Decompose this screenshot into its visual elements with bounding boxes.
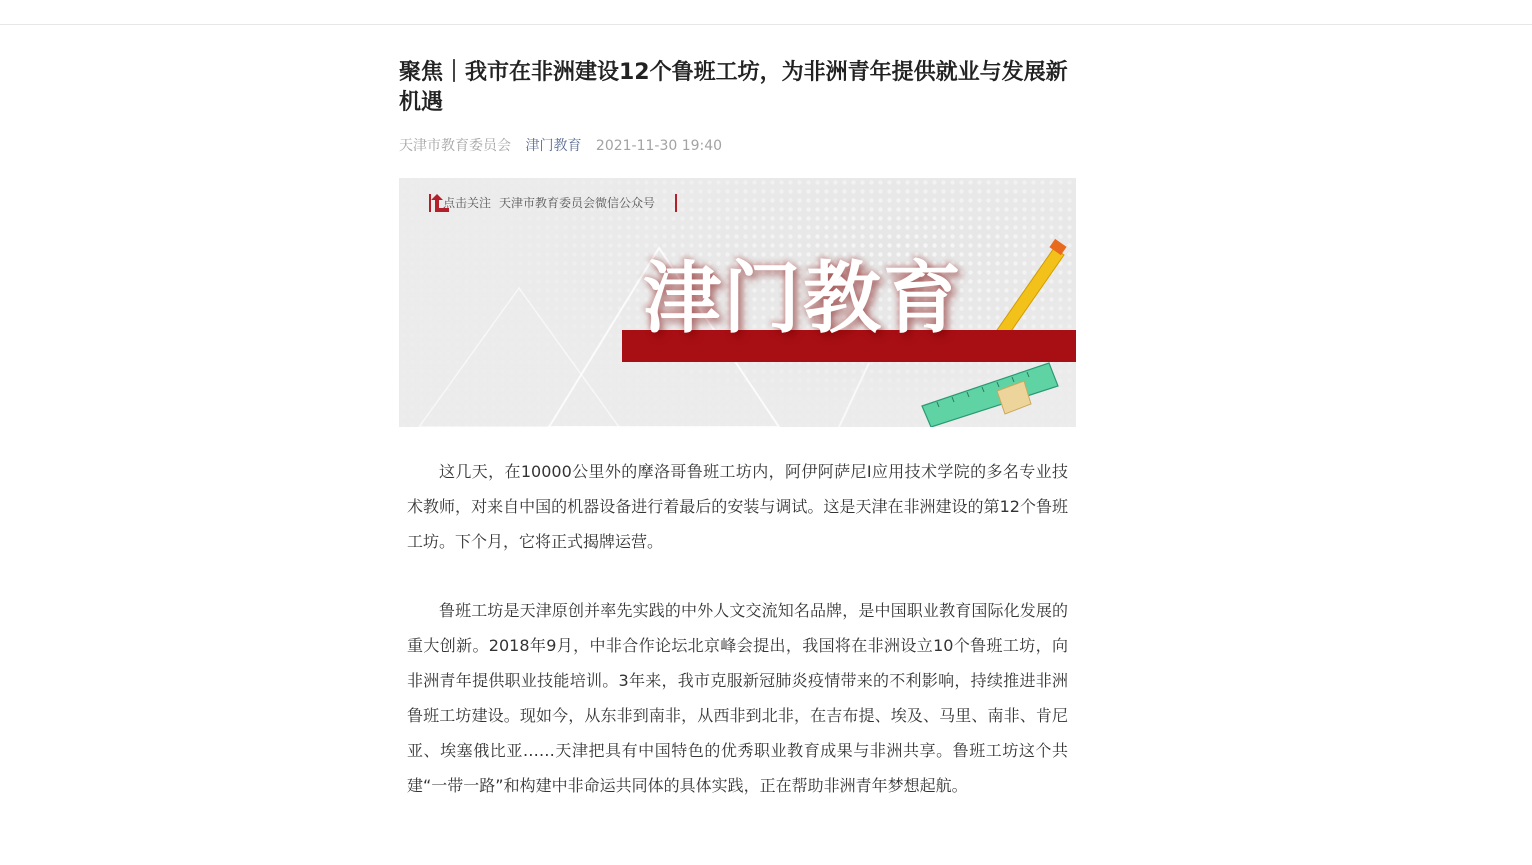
article [399,58,1076,837]
publish-time: 2021-11-30 19:40 [595,138,723,154]
paragraph: 这几天，在10000公里外的摩洛哥鲁班工坊内，阿伊阿萨尼I应用技术学院的多名专业技术教师，对来自中国的机器设备进行着最后的安装与调试。这是天津在非洲建设的第12个鲁班工坊。下个月，它将正式揭牌运营。 [407,462,1068,551]
article-meta [399,136,1076,156]
author-name: 天津市教育委员会 [399,138,511,154]
up-arrow-icon [429,192,451,214]
follow-prompt[interactable] [429,192,677,214]
article-title: 聚焦｜我市在非洲建设12个鲁班工坊，为非洲青年提供就业与发展新机遇 [399,60,1068,115]
paragraph: 鲁班工坊是天津原创并率先实践的中外人文交流知名品牌，是中国职业教育国际化发展的重大创新。2018年9月，中非合作论坛北京峰会提出，我国将在非洲设立10个鲁班工坊，向非洲青年提供职业技能培训。3年来，我市克服新冠肺炎疫情带来的不利影响，持续推进非洲鲁班工坊建设。现如今，从东非到南非，从西非到北非，在吉布提、埃及、马里、南非、肯尼亚、埃塞俄比亚……天津把具有中国特色的优秀职业教育成果与非洲共享。鲁班工坊这个共建“一带一路”和构建中非命运共同体的具体实践，正在帮助非洲青年梦想起航。 [407,601,1068,795]
follow-text [429,194,677,212]
banner-brand-text: 津门教育 [643,254,964,344]
account-name-link[interactable]: 津门教育 [525,138,582,154]
banner-image [399,178,1076,427]
follow-label: 点击关注 [443,196,492,210]
article-body [399,454,1076,803]
follow-target: 天津市教育委员会微信公众号 [499,196,656,210]
top-bar [0,0,1532,25]
